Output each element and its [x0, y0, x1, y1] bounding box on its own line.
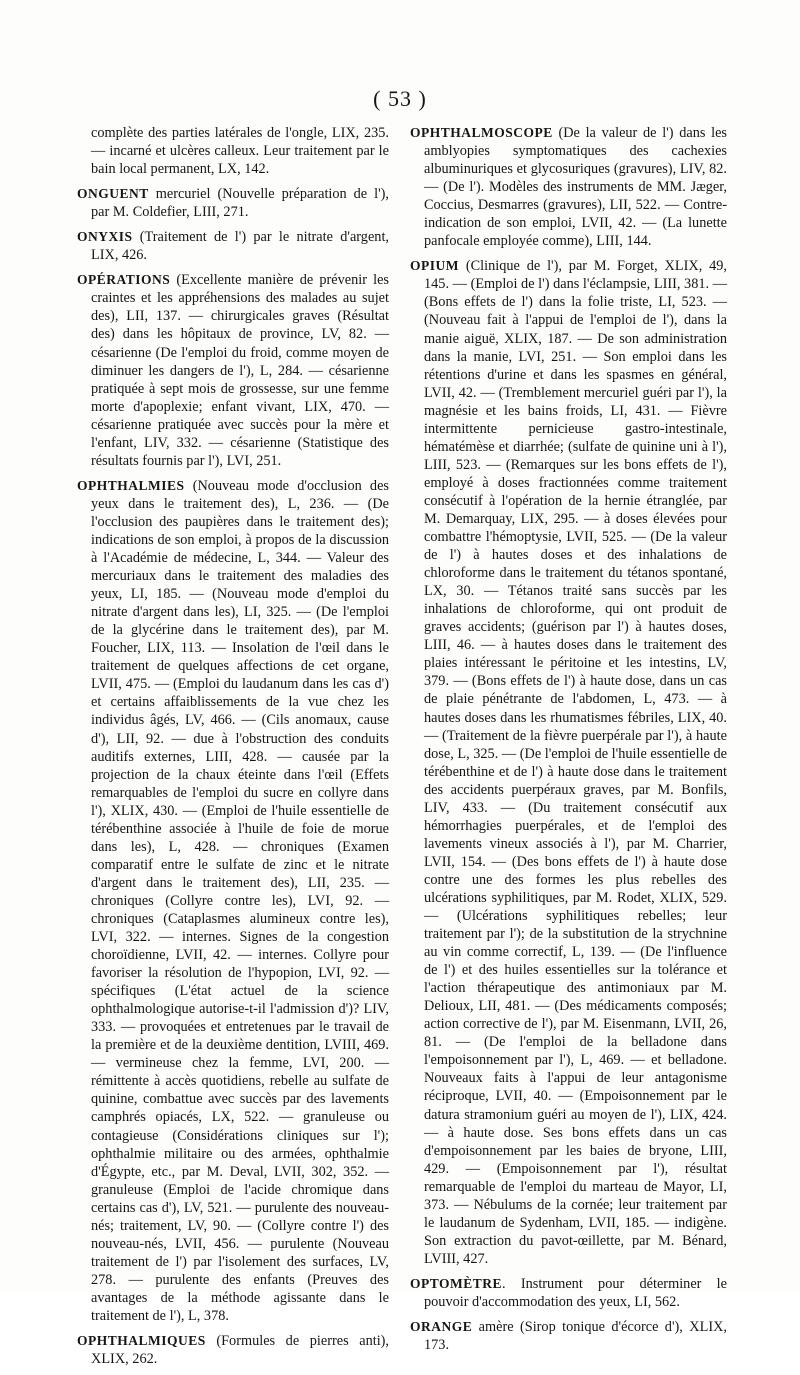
- entry-text: (Traitement de l') par le nitrate d'argent, LIX, 426.: [91, 229, 389, 264]
- entry-headword: OPTOMÈTRE: [410, 1275, 503, 1291]
- entry-text: (De la valeur de l') dans les amblyopies symptomatiques des cachexies albuminuriques et glycosuriques (gravures), LIV, 82. — (De l'). Modèles des instruments de MM. Jæger, Coccius, Desmarres (gravures), LII, 522. — Contre-indication de son emploi, LVII, 42. — (La lunette panfocale employée comme), LIII, 144.: [424, 125, 727, 250]
- entry-headword: OPHTHALMIQUES: [77, 1333, 206, 1349]
- entry-headword: OPIUM: [410, 258, 459, 274]
- index-entry: [77, 1332, 389, 1368]
- index-entry: [77, 124, 389, 178]
- index-entry: [410, 1275, 727, 1311]
- entry-headword: ONYXIS: [77, 229, 133, 245]
- page-number: ( 53 ): [373, 86, 427, 111]
- entry-text: mercuriel (Nouvelle préparation de l'), par M. Coldefier, LIII, 271.: [91, 186, 389, 221]
- index-entry: [77, 228, 389, 264]
- index-entry: [410, 257, 727, 1268]
- index-entry: [77, 477, 389, 1325]
- entry-text: . Instrument pour déterminer le pouvoir d'accommodation des yeux, LI, 562.: [424, 1275, 727, 1310]
- entry-headword: OPHTHALMIES: [77, 477, 185, 493]
- entry-text: (Formules de pierres anti), XLIX, 262.: [91, 1333, 389, 1368]
- index-entry: [77, 271, 389, 470]
- entry-headword: ORANGE: [410, 1319, 473, 1335]
- entry-text: (Nouveau mode d'occlusion des yeux dans le traitement des), L, 236. — (De l'occlusion des paupières dans le traitement des); indications de son emploi, à propos de la discussion à l'Académie de médecine, L, 344. — Valeur des mercuriaux dans le traitement des maladies des yeux, LI, 185. — (Nouveau mode d'emploi du nitrate d'argent dans les), LI, 325. — (De l'emploi de la glycérine dans le traitement des), par M. Foucher, LIX, 113. — Insolation de l'œil dans le traitement de quelques affections de cet organe, LVII, 475. — (Emploi du laudanum dans les cas d') et certains affaiblissements de la vue chez les individus âgés, LV, 466. — (Cils anomaux, cause d'), LII, 92. — due à l'obstruction des conduits auditifs externes, LIII, 428. — causée par la projection de la chaux éteinte dans l'œil (Effets remarquables de l'emploi du sucre en collyre dans l'), XLIX, 430. — (Emploi de l'huile essentielle de térébenthine associée à l'huile de foie de morue dans les), L, 428. — chroniques (Examen comparatif entre le sulfate de zinc et le nitrate d'argent dans le traitement des), LII, 235. — chroniques (Collyre contre les), LVI, 92. — chroniques (Cataplasmes alumineux contre les), LVI, 322. — internes. Signes de la congestion choroïdienne, LVII, 42. — internes. Collyre pour favoriser la résolution de l'hypopion, LVI, 92. — spécifiques (L'état actuel de la science ophthalmologique autorise-t-il l'admission d')? LIV, 333. — provoquées et entretenues par le travail de la première et de la deuxième dentition, LVIII, 469. — vermineuse chez la femme, LVI, 200. — rémittente à accès quotidiens, rebelle au sulfate de quinine, combattue avec succès par des lavements camphrés opiacés, LX, 522. — granuleuse ou contagieuse (Considérations cliniques sur l'); ophthalmie militaire ou des armées, ophthalmie d'Égypte, etc., par M. Deval, LVII, 302, 352. — granuleuse (Emploi de l'acide chromique dans certains cas d'), LV, 521. — purulente des nouveau-nés; traitement, LV, 90. — (Collyre contre l') des nouveau-nés, LVII, 456. — purulente (Nouveau traitement de l') par l'isolement des surfaces, LV, 278. — purulente des enfants (Preuves des avantages de la méthode agissante dans le traitement de l'), L, 378.: [91, 477, 389, 1324]
- entry-headword: OPHTHALMOSCOPE: [410, 125, 553, 140]
- entry-headword: ONGUENT: [77, 186, 149, 202]
- entry-text: amère (Sirop tonique d'écorce d'), XLIX, 173.: [424, 1319, 727, 1354]
- left-column: [77, 124, 389, 1375]
- right-column: [410, 124, 727, 1361]
- entry-headword: OPÉRATIONS: [77, 272, 171, 288]
- entry-text: (Clinique de l'), par M. Forget, XLIX, 49, 145. — (Emploi de l') dans l'éclampsie, LIII, 381. — (Bons effets de l') dans la folie triste, LI, 523. — (Nouveau fait à l'appui de l'emploi de l'), dans la manie aiguë, XLIX, 187. — De son administration dans la manie, LVI, 251. — Son emploi dans les rétentions d'urine et dans les spasmes en général, LVII, 42. — (Tremblement mercuriel guéri par l'), la magnésie et les bains froids, LI, 431. — Fièvre intermittente pernicieuse gastro-intestinale, hématémèse et diarrhée; (sulfate de quinine uni à l'), LIII, 523. — (Remarques sur les bons effets de l'), employé à doses fractionnées comme traitement consécutif à l'opération de la hernie étranglée, par M. Demarquay, LIX, 295. — à doses élevées pour combattre l'hémoptysie, LVII, 525. — (De la valeur de l') à hautes doses et des inhalations de chloroforme dans le traitement du tétanos spontané, LX, 30. — Tétanos traité sans succès par les inhalations de chloroforme, qui ont produit de graves accidents; (guérison par l') à hautes doses, LIII, 46. — à hautes doses dans le traitement des plaies intéressant le péritoine et les intestins, LV, 379. — (Bons effets de l') à haute dose, dans un cas de plaie pénétrante de l'abdomen, L, 473. — à hautes doses dans les rhumatismes fébriles, LIX, 40. — (Traitement de la fièvre puerpérale par l'), à haute dose, L, 325. — (De l'emploi de l'huile essentielle de térébenthine et de l') à haute dose dans le traitement des accidents puerpéraux graves, par M. Bonfils, LIV, 433. — (Du traitement consécutif aux hémorrhagies puerpérales, et de l'emploi des lavements vineux associés à l'), par M. Charrier, LVII, 154. — (Des bons effets de l') à haute dose contre une des formes les plus rebelles des ulcérations syphilitiques, par M. Rodet, XLIX, 529. — (Ulcérations syphilitiques rebelles; leur traitement par l'); de la substitution de la strychnine au vin comme correctif, L, 139. — (De l'influence de l') et des huiles essentielles sur la tolérance et l'action thérapeutique des antimoniaux par M. Delioux, LII, 481. — (Des médicaments composés; action corrective de l'), par M. Eisenmann, LVII, 26, 81. — (De l'emploi de la belladone dans l'empoisonnement par l'), L, 469. — et belladone. Nouveaux faits à l'appui de leur antagonisme réciproque, LVII, 40. — (Empoisonnement par le datura stramonium guéri au moyen de l'), LIX, 424. — à haute dose. Ses bons effets dans un cas d'empoisonnement par les baies de bryone, LIII, 429. — (Empoisonnement par l'), résultat remarquable de l'emploi du marteau de Mayor, LI, 373. — Nébulums de la cornée; leur traitement par le laudanum de Sydenham, LVII, 185. — indigène. Son extraction du pavot-œillette, par M. Bénard, LVIII, 427.: [424, 258, 727, 1267]
- index-entry: [410, 124, 727, 250]
- index-entry: [410, 1318, 727, 1354]
- index-entry: [77, 185, 389, 221]
- entry-text: complète des parties latérales de l'ongle, LIX, 235. — incarné et ulcères calleux. Leur traitement par le bain local permanent, LX, 142.: [91, 125, 389, 178]
- entry-text: (Excellente manière de prévenir les craintes et les appréhensions des malades au sujet des), LII, 137. — chirurgicales graves (Résultat des) dans les hôpitaux de province, LV, 82. — césarienne (De l'emploi du froid, comme moyen de diminuer les dangers de l'), L, 284. — césarienne pratiquée à sept mois de grossesse, sur une femme morte d'apoplexie; enfant vivant, LIX, 470. — césarienne pratiquée avec succès pour la mère et l'enfant, LIV, 332. — césarienne (Statistique des résultats fournis par l'), LVI, 251.: [91, 272, 389, 469]
